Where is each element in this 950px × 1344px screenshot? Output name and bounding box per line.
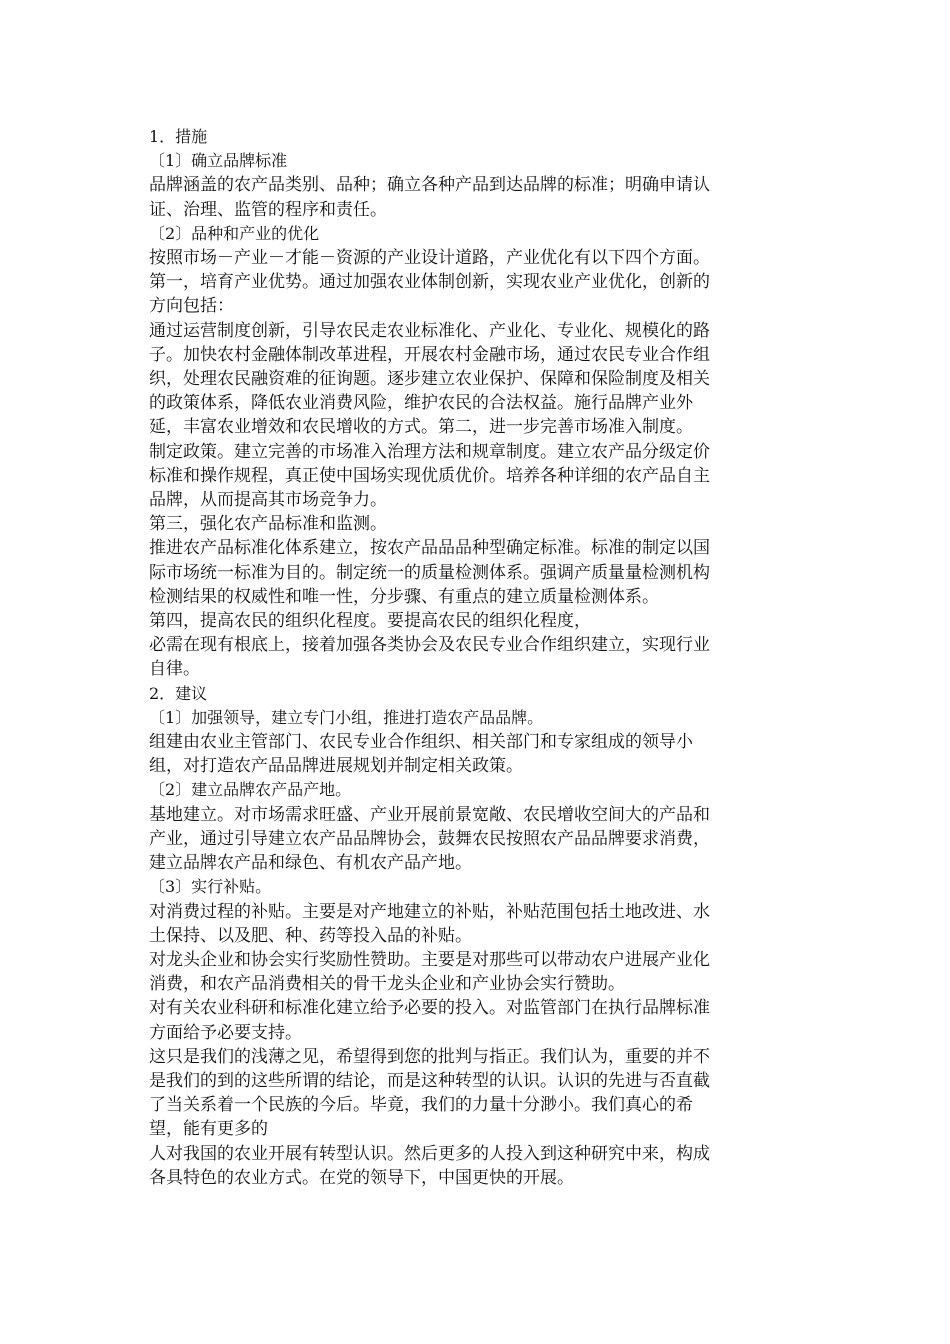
text-line: 证、治理、监管的程序和责任。 [149,199,387,220]
text-line: 自律。 [149,659,200,680]
text-line: 了当关系着一个民族的今后。毕竟，我们的力量十分渺小。我们真心的希 [149,1095,693,1116]
text-line: 第四，提高农民的组织化程度。要提高农民的组织化程度， [149,611,591,632]
text-line: 望，能有更多的 [149,1119,268,1140]
text-line: 这只是我们的浅薄之见，希望得到您的批判与指正。我们认为，重要的并不 [149,1046,710,1067]
text-line: 品牌，从而提高其市场竞争力。 [149,490,387,511]
text-line: 对消费过程的补贴。主要是对产地建立的补贴，补贴范围包括土地改进、水 [149,901,710,922]
text-line: 子。加快农村金融体制改革进程，开展农村金融市场，通过农民专业合作组 [149,344,710,365]
text-line: 产业，通过引导建立农产品品牌协会，鼓舞农民按照农产品品牌要求消费， [149,828,710,849]
text-line: 土保持、以及肥、种、药等投入品的补贴。 [149,925,472,946]
text-line: 制定政策。建立完善的市场准入治理方法和规章制度。建立农产品分级定价 [149,441,710,462]
text-line: 方面给予必要支持。 [149,1022,302,1043]
text-line: 检测结果的权威性和唯一性，分步骤、有重点的建立质量检测体系。 [149,586,659,607]
text-line: 基地建立。对市场需求旺盛、产业开展前景宽敞、农民增收空间大的产品和 [149,804,710,825]
subsection-heading: 〔1〕加强领导，建立专门小组，推进打造农产品品牌。 [149,707,544,727]
text-line: 消费，和农产品消费相关的骨干龙头企业和产业协会实行赞助。 [149,974,625,995]
text-line: 第一，培育产业优势。通过加强农业体制创新，实现农业产业优化，创新的 [149,272,710,293]
document-body [149,125,789,1190]
text-line: 方向包括： [149,296,234,317]
text-line: 建立品牌农产品和绿色、有机农产品产地。 [149,853,472,874]
text-line: 标准和操作规程，真正使中国场实现优质优价。培养各种详细的农产品自主 [149,465,710,486]
text-line: 人对我国的农业开展有转型认识。然后更多的人投入到这种研究中来，构成 [149,1143,710,1164]
text-line: 组，对打造农产品品牌进展规划并制定相关政策。 [149,756,523,777]
text-line: 按照市场－产业－才能－资源的产业设计道路，产业优化有以下四个方面。 [149,248,710,269]
text-line: 品牌涵盖的农产品类别、品种；确立各种产品到达品牌的标准；明确申请认 [149,175,710,196]
text-line: 织，处理农民融资难的征询题。逐步建立农业保护、保障和保险制度及相关 [149,369,710,390]
text-line: 对有关农业科研和标准化建立给予必要的投入。对监管部门在执行品牌标准 [149,998,710,1019]
subsection-heading: 〔2〕建立品牌农产品产地。 [149,780,352,800]
subsection-heading: 〔2〕品种和产业的优化 [149,223,320,243]
text-line: 的政策体系，降低农业消费风险，维护农民的合法权益。施行品牌产业外 [149,393,693,414]
text-line: 通过运营制度创新，引导农民走农业标准化、产业化、专业化、规模化的路 [149,320,710,341]
text-line: 各具特色的农业方式。在党的领导下，中国更快的开展。 [149,1167,574,1188]
text-line: 延，丰富农业增效和农民增收的方式。第二，进一步完善市场准入制度。 [149,417,693,438]
text-line: 推进农产品标准化体系建立，按农产品品品种型确定标准。标准的制定以国 [149,538,710,559]
text-line: 第三，强化农产品标准和监测。 [149,514,387,535]
section-heading: 1．措施 [149,127,208,146]
text-line: 必需在现有根底上，接着加强各类协会及农民专业合作组织建立，实现行业 [149,635,710,656]
section-heading: 2．建议 [149,683,208,703]
subsection-heading: 〔1〕确立品牌标准 [149,151,288,171]
text-line: 是我们的到的这些所谓的结论，而是这种转型的认识。认识的先进与否直截 [149,1070,710,1091]
subsection-heading: 〔3〕实行补贴。 [149,877,272,897]
text-line: 组建由农业主管部门、农民专业合作组织、相关部门和专家组成的领导小 [149,732,693,753]
text-line: 对龙头企业和协会实行奖励性赞助。主要是对那些可以带动农户进展产业化 [149,949,710,970]
text-line: 际市场统一标准为目的。制定统一的质量检测体系。强调产质量量检测机构 [149,562,710,583]
